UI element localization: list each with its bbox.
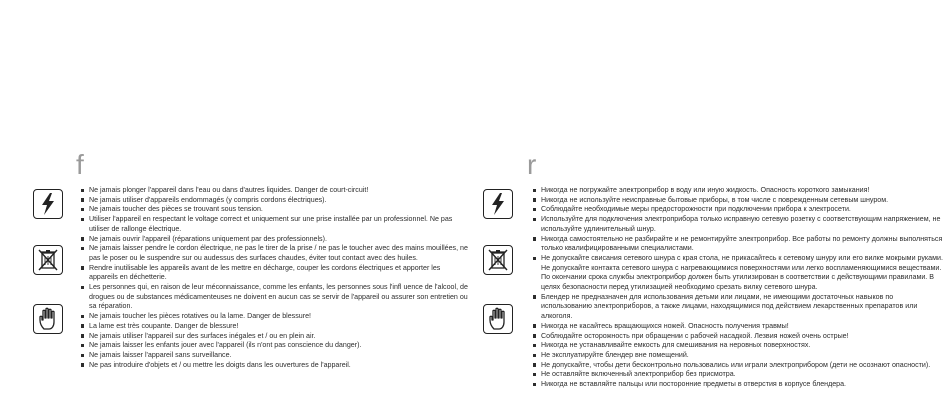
crossed-bin-icon: [483, 245, 513, 275]
list-item: Ne jamais laisser pendre le cordon électrique, ne pas le tirer de la prise / ne pas le toucher avec des mains mouillées, ne pas le poser ou le suspendre sur ou audessus des surfaces chaudes, éviter tout contact avec des huiles.: [81, 244, 471, 263]
list-item: Не допускайте свисания сетевого шнура с края стола, не прикасайтесь к сетевому шнуру или его вилке мокрыми руками. Не допускайте контакта сетевого шнура с нагревающимися поверхностями или легко воспламеняющимися веществами. По окончании срока службы электроприбор должен быть утилизирован в соответствии с действующими правилами. В целях безопасности перед утилизацией необходимо срезать вилку сетевого шнура.: [533, 254, 945, 293]
safety-instructions-list: [533, 186, 945, 390]
russian-column: [475, 0, 950, 416]
safety-instructions-list: [81, 186, 471, 370]
list-item: Les personnes qui, en raison de leur méconnaissance, comme les enfants, les personnes sous l'infl uence de l'alcool, de drogues ou de substances médicamenteuses ne doivent en aucun cas se servir de l'appareil ou assurer son entretien ou sa réparation.: [81, 283, 471, 312]
list-item: Никогда не погружайте электроприбор в воду или иную жидкость. Опасность короткого замыкания!: [533, 186, 945, 196]
list-item: Соблюдайте осторожность при обращении с рабочей насадкой. Лезвия ножей очень острые!: [533, 332, 945, 342]
language-letter: r: [527, 149, 537, 180]
list-item: Никогда не устанавливайте емкость для смешивания на неровных поверхностях.: [533, 341, 945, 351]
crossed-bin-icon: [33, 245, 63, 275]
list-item: Ne jamais laisser l'appareil sans surveillance.: [81, 351, 471, 361]
list-item: Ne jamais toucher des pièces se trouvant sous tension.: [81, 205, 471, 215]
list-item: Ne jamais utiliser d'appareils endommagés (y compris cordons électriques).: [81, 196, 471, 206]
list-item: Ne jamais plonger l'appareil dans l'eau ou dans d'autres liquides. Danger de court-circuit!: [81, 186, 471, 196]
list-item: Rendre inutilisable les appareils avant de les mettre en décharge, couper les cordons électriques et apporter les appareils en déchetterie.: [81, 264, 471, 283]
list-item: Никогда самостоятельно не разбирайте и не ремонтируйте электроприбор. Все работы по ремонту должны выполняться только квалифицированными специалистами.: [533, 235, 945, 254]
list-item: Ne jamais toucher les pièces rotatives ou la lame. Danger de blessure!: [81, 312, 471, 322]
list-item: Ne jamais laisser les enfants jouer avec l'appareil (ils n'ont pas conscience du danger).: [81, 341, 471, 351]
list-item: La lame est très coupante. Danger de blessure!: [81, 322, 471, 332]
hand-icon: [33, 304, 63, 334]
list-item: Не допускайте, чтобы дети бесконтрольно пользовались или играли электроприбором (дети не осознают опасности).: [533, 361, 945, 371]
lightning-icon: [33, 189, 63, 219]
list-item: Ne pas introduire d'objets et / ou mettre les doigts dans les ouvertures de l'appareil.: [81, 361, 471, 371]
list-item: Не оставляйте включенный электроприбор без присмотра.: [533, 370, 945, 380]
list-item: Никогда не вставляйте пальцы или посторонние предметы в отверстия в корпусе блендера.: [533, 380, 945, 390]
list-item: Никогда не касайтесь вращающихся ножей. Опасность получения травмы!: [533, 322, 945, 332]
list-item: Ne jamais utiliser l'appareil sur des surfaces inégales et / ou en plein air.: [81, 332, 471, 342]
list-item: Ne jamais ouvrir l'appareil (réparations uniquement par des professionnels).: [81, 235, 471, 245]
list-item: Не эксплуатируйте блендер вне помещений.: [533, 351, 945, 361]
list-item: Блендер не предназначен для использования детьми или лицами, не имеющими достаточных навыков по использованию электроприборов, а также лицами, находящимися под действием лекарственных препаратов или алкоголя.: [533, 293, 945, 322]
list-item: Соблюдайте необходимые меры предосторожности при подключении прибора к электросети.: [533, 205, 945, 215]
language-letter: f: [76, 149, 84, 180]
hand-icon: [483, 304, 513, 334]
list-item: Utiliser l'appareil en respectant le voltage correct et uniquement sur une prise installée par un professionnel. Ne pas utiliser de rallonge électrique.: [81, 215, 471, 234]
list-item: Используйте для подключения электроприбора только исправную сетевую розетку с соответствующим напряжением, не используйте удлинительный шнур.: [533, 215, 945, 234]
list-item: Никогда не используйте неисправные бытовые приборы, в том числе с поврежденным сетевым шнуром.: [533, 196, 945, 206]
lightning-icon: [483, 189, 513, 219]
